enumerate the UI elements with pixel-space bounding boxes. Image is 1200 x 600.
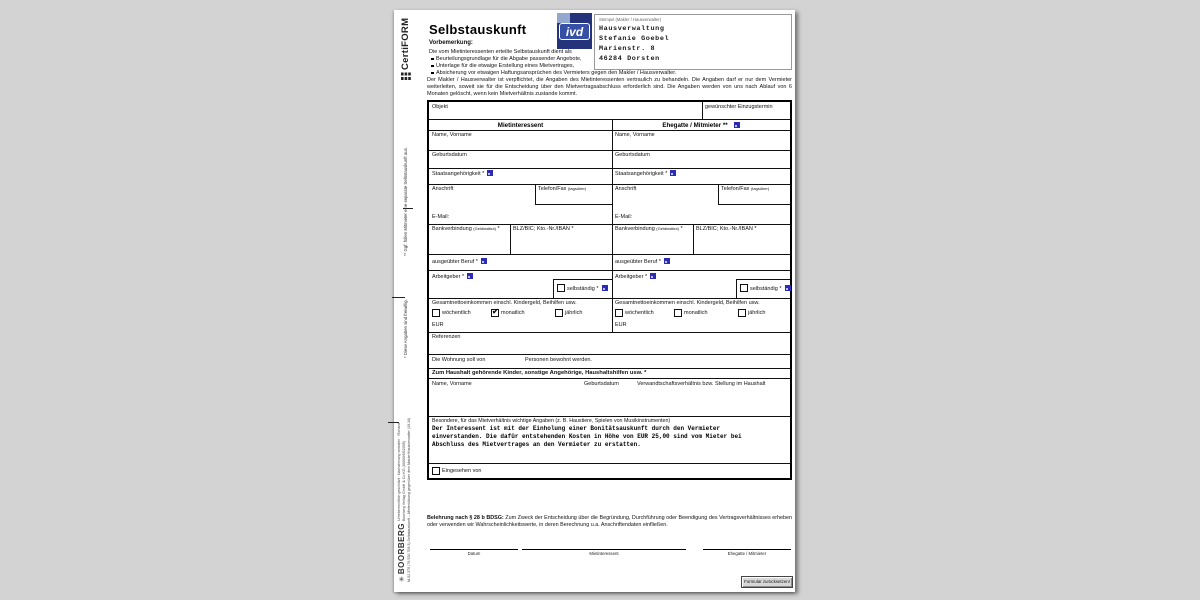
rule	[429, 254, 790, 255]
telefon-label-col2	[721, 186, 769, 192]
blz-label-col1: BLZ/BIC; Kto.-Nr./IBAN *	[513, 226, 574, 232]
certiform-logo	[400, 18, 411, 80]
name-label-col2: Name, Vorname	[615, 132, 655, 138]
rule	[429, 416, 790, 417]
signature-label: Mietinteressent	[589, 551, 619, 556]
stamp-line: Marienstr. 8	[599, 45, 656, 53]
objekt-field[interactable]	[432, 111, 697, 118]
help-icon[interactable]	[481, 258, 487, 264]
footnote-freiwillig: * Diese Angaben sind freiwillig.	[403, 299, 408, 358]
stamp-line: Stefanie Goebel	[599, 35, 670, 43]
checkbox-woechentlich-col2[interactable]	[615, 309, 623, 317]
haushalt-col-name: Name, Vorname	[432, 381, 472, 387]
einzugstermin-field[interactable]	[705, 111, 787, 118]
eur-label-col2: EUR	[615, 322, 627, 328]
geburtsdatum-label-col1: Geburtsdatum	[432, 152, 467, 158]
label-text: Staatsangehörigkeit *	[432, 171, 485, 177]
stamp-label: Stempel (Makler / Hausverwalter)	[599, 17, 662, 22]
rule	[429, 168, 790, 169]
geburtsdatum-field-col1[interactable]	[432, 159, 607, 167]
bullet-text: Beurteilungsgrundlage für die Abgabe passender Angebote,	[436, 56, 582, 62]
monatlich-label-col2: monatlich	[684, 310, 708, 316]
label-text: Telefon/Fax	[538, 186, 567, 192]
signature-line[interactable]	[703, 549, 791, 550]
stamp-line: 46284 Dorsten	[599, 55, 660, 63]
bullet-item	[431, 70, 676, 76]
column-header-text: Ehegatte / Mitmieter **	[662, 121, 728, 129]
bonitaet-text: Der Interessent ist mit der Einholung einer Bonitätsauskunft durch den Vermieter einverstanden. Die dafür entstehenden Kosten in Höhe von EUR 25,00 sind vom Mieter bei Abschluss des Mietvertrages an den Vermieter zu erstatten.	[432, 425, 742, 448]
geburtsdatum-field-col2[interactable]	[615, 159, 787, 167]
help-icon[interactable]	[734, 122, 740, 128]
label-subtext: (tagsüber)	[567, 186, 587, 191]
arbeitgeber-label-col2	[615, 273, 656, 280]
besondere-label: Besondere, für das Mietverhältnis wichtige Angaben (z. B. Haustiere, Spielen von Musikinstrumenten)	[432, 418, 671, 424]
label-text: selbständig *	[567, 286, 599, 292]
label-star: *	[680, 226, 683, 232]
rule	[693, 224, 694, 254]
einkommen-label-col2: Gesamtnettoeinkommen einschl. Kindergeld, Beihilfen usw.	[615, 300, 760, 306]
woechentlich-label-col1: wöchentlich	[442, 310, 471, 316]
referenzen-label: Referenzen	[432, 334, 461, 340]
staatsangehoerigkeit-label-col2	[615, 170, 676, 177]
column-header-text: Mietinteressent	[497, 121, 544, 129]
referenzen-field[interactable]	[432, 342, 787, 352]
label-text: ausgeübter Beruf *	[615, 259, 661, 265]
anschrift-label-col1: Anschrift	[432, 186, 454, 192]
arbeitgeber-label-col1	[432, 273, 473, 280]
beruf-label-col1	[432, 258, 487, 265]
form-page	[394, 10, 795, 592]
eingesehen-label: Eingesehen von	[442, 468, 482, 474]
checkbox-selbstaendig-col1[interactable]	[557, 284, 565, 292]
ivd-logo-corner	[557, 13, 570, 23]
publisher-block	[397, 418, 411, 582]
help-icon[interactable]	[650, 273, 656, 279]
help-icon[interactable]	[487, 170, 493, 176]
rule	[718, 204, 790, 205]
monatlich-label-col1: monatlich	[501, 310, 525, 316]
checkbox-woechentlich-col1[interactable]	[432, 309, 440, 317]
anschrift-label-col2: Anschrift	[615, 186, 637, 192]
rule	[718, 184, 719, 204]
rule	[429, 368, 790, 369]
label-star: *	[497, 226, 500, 232]
label-text: ausgeübter Beruf *	[432, 259, 478, 265]
rule	[429, 378, 790, 379]
rule	[612, 119, 613, 332]
haushalt-col-geburtsdatum: Geburtsdatum	[584, 381, 619, 387]
rule	[429, 130, 790, 131]
rule	[535, 204, 612, 205]
checkbox-monatlich-col2[interactable]	[674, 309, 682, 317]
signature-label: Ehegatte / Mitmieter	[727, 551, 767, 556]
label-text: Bankverbindung	[432, 226, 472, 232]
ivd-logo-text: ivd	[559, 23, 590, 40]
checkbox-jaehrlich-col2[interactable]	[738, 309, 746, 317]
beruf-label-col2	[615, 258, 670, 265]
einzugstermin-label: gewünschter Einzugstermin	[705, 104, 773, 110]
bank-label-col2	[615, 226, 683, 232]
help-icon[interactable]	[785, 285, 791, 291]
help-icon[interactable]	[664, 258, 670, 264]
vorbemerkung-lead: Die vom Mietinteressenten erteilte Selbstauskunft dient als	[429, 49, 572, 55]
staatsangehoerigkeit-label-col1	[432, 170, 493, 177]
column-header-mietinteressent	[429, 120, 612, 130]
label-text: Telefon/Fax	[721, 186, 750, 192]
signature-datum	[430, 549, 518, 556]
help-icon[interactable]	[670, 170, 676, 176]
rule	[429, 354, 790, 355]
rule	[510, 224, 511, 254]
rule	[553, 279, 554, 298]
checkbox-jaehrlich-col1[interactable]	[555, 309, 563, 317]
help-icon[interactable]	[602, 285, 608, 291]
checkbox-selbstaendig-col2[interactable]	[740, 284, 748, 292]
bullet-text: Absicherung vor etwaigen Haftungsansprüchen des Vermieters gegen den Makler / Hausverwalter.	[436, 70, 677, 76]
label-text: Staatsangehörigkeit *	[615, 171, 668, 177]
label-subtext: (Geldinstitut)	[473, 226, 496, 231]
checkbox-eingesehen[interactable]	[432, 467, 440, 475]
vorbemerkung-paragraph: Der Makler / Hausverwalter ist verpflichtet, die Angaben des Mietinteressenten vertraulich zu behandeln. Die Angaben darf er nur dem Vermieter weiterleiten, soweit sie für die Entscheidung über den Mietvertragsabschluss erforderlich sind. Die Angaben werden von uns nach Ablauf von 6 Monaten gelöscht, wenn kein Mietverhältnis zustande kommt.	[427, 77, 792, 97]
rule	[429, 184, 790, 185]
name-field-col2[interactable]	[615, 140, 787, 148]
reset-form-button[interactable]: Formular zurücksetzen!	[741, 576, 793, 588]
belehrung-paragraph	[427, 515, 792, 529]
label-text: Bankverbindung	[615, 226, 655, 232]
jaehrlich-label-col1: jährlich	[565, 310, 583, 316]
signature-line[interactable]	[522, 549, 686, 550]
rule	[429, 270, 790, 271]
label-text: Arbeitgeber *	[432, 274, 465, 280]
rule	[429, 298, 790, 299]
rule	[553, 279, 612, 280]
telefon-label-col1	[538, 186, 586, 192]
help-icon[interactable]	[467, 273, 473, 279]
haushalt-col-verwandtschaft: Verwandtschaftsverhältnis bzw. Stellung im Haushalt	[637, 381, 766, 387]
haushalt-field[interactable]	[432, 390, 787, 414]
bullet-icon	[431, 72, 434, 75]
signature-line[interactable]	[430, 549, 518, 550]
bank-label-col1	[432, 226, 500, 232]
email-label-col2: E-Mail:	[615, 214, 633, 220]
name-label-col1: Name, Vorname	[432, 132, 472, 138]
personen-field[interactable]	[487, 357, 522, 364]
jaehrlich-label-col2: jährlich	[748, 310, 766, 316]
publisher-copyright: Urheberrechtlich geschützt · Nachahmung verboten · Richard Boorberg Verlag GmbH & Co KG (80000/65/2005)	[397, 423, 406, 521]
certiform-grid-icon	[401, 72, 411, 80]
wohnung-prefix: Die Wohnung soll von	[432, 357, 486, 363]
eingesehen-field[interactable]	[484, 466, 784, 475]
rule	[429, 224, 790, 225]
stamp-line: Hausverwaltung	[599, 25, 665, 33]
signature-label: Datum	[467, 551, 481, 556]
selbstaendig-label-col2	[750, 285, 791, 292]
boorberg-logo-icon: ✳	[398, 576, 406, 582]
bullet-icon	[431, 65, 434, 68]
bullet-item	[431, 63, 574, 69]
rule	[535, 184, 536, 204]
ivd-logo	[557, 13, 592, 49]
geburtsdatum-label-col2: Geburtsdatum	[615, 152, 650, 158]
rule	[429, 332, 790, 333]
column-header-ehegatte	[612, 120, 790, 130]
rule	[429, 463, 790, 464]
rule	[736, 279, 737, 298]
einkommen-label-col1: Gesamtnettoeinkommen einschl. Kindergeld, Beihilfen usw.	[432, 300, 577, 306]
bullet-text: Unterlage für die etwaige Erstellung eines Mietvertrages,	[436, 63, 575, 69]
objekt-label: Objekt	[432, 104, 448, 110]
name-field-col1[interactable]	[432, 140, 607, 148]
publisher-name: BOORBERG	[397, 523, 406, 575]
label-text: selbständig *	[750, 286, 782, 292]
certiform-label: CertiFORM	[400, 17, 411, 70]
publisher-ref: M-52 370 (76.520.709.3) Selbstauskunft – Mieterklärung gegenüber dem Makler/Hausverwalter (19.16)	[407, 417, 411, 582]
wohnung-suffix: Personen bewohnt werden.	[525, 357, 592, 363]
belehrung-text: Zum Zweck der Entscheidung über die Begründung, Durchführung oder Beendigung des Vertragsverhältnisses erheben oder verwenden wir Wahrscheinlichkeitswerte, in deren Berechnung u.a. Anschriftendaten einfließen.	[427, 515, 792, 529]
eur-label-col1: EUR	[432, 322, 444, 328]
rule	[736, 279, 790, 280]
label-text: Arbeitgeber *	[615, 274, 648, 280]
vorbemerkung-heading: Vorbemerkung:	[429, 40, 473, 46]
signature-ehegatte	[703, 549, 791, 556]
footnote-mitmieter: ** Ggf. füllen Mitmieter eine separate Selbstauskunft aus.	[403, 147, 408, 256]
bullet-item	[431, 56, 582, 62]
email-label-col1: E-Mail:	[432, 214, 450, 220]
checkbox-monatlich-col1[interactable]	[491, 309, 499, 317]
haushalt-header: Zum Haushalt gehörende Kinder, sonstige Angehörige, Haushaltshilfen usw. *	[432, 370, 647, 376]
woechentlich-label-col2: wöchentlich	[625, 310, 654, 316]
signature-mietinteressent	[522, 549, 686, 556]
fold-mark	[392, 297, 405, 298]
belehrung-bold: Belehrung nach § 28 b BDSG:	[427, 515, 504, 521]
selbstaendig-label-col1	[567, 285, 608, 292]
label-subtext: (Geldinstitut)	[656, 226, 679, 231]
page-title: Selbstauskunft	[429, 22, 527, 37]
bullet-icon	[431, 58, 434, 61]
label-subtext: (tagsüber)	[750, 186, 770, 191]
form-table	[427, 100, 792, 480]
stamp-box	[594, 14, 792, 70]
rule	[429, 150, 790, 151]
blz-label-col2: BLZ/BIC; Kto.-Nr./IBAN *	[696, 226, 757, 232]
rule	[702, 102, 703, 119]
